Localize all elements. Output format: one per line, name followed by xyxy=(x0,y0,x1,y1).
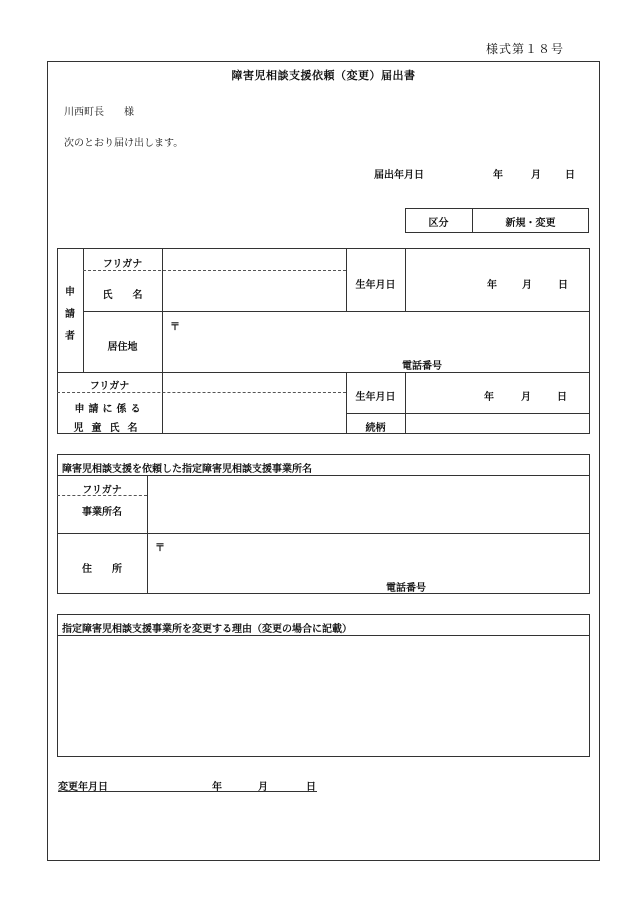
intro-text: 次のとおり届け出します。 xyxy=(64,138,184,149)
applicant-furigana-label: フリガナ xyxy=(102,259,143,270)
submit-date-label: 届出年月日 xyxy=(374,170,424,181)
category-value: 新規・変更 xyxy=(505,218,556,229)
child-section-line xyxy=(57,372,590,373)
office-header: 障害児相談支援を依頼した指定障害児相談支援事業所名 xyxy=(62,464,312,475)
office-header-line xyxy=(57,475,590,476)
applicant-address-label: 居住地 xyxy=(107,342,138,353)
child-label-line1: 申請に係る xyxy=(74,404,145,415)
submit-date-month: 月 xyxy=(531,170,541,181)
applicant-birth-year: 年 xyxy=(487,280,497,291)
child-birth-month: 月 xyxy=(521,392,531,403)
applicant-name-row-line xyxy=(83,311,590,312)
office-name-label: 事業所名 xyxy=(82,507,122,518)
office-address-line xyxy=(57,533,590,534)
office-postal-mark: 〒 xyxy=(155,543,165,554)
applicant-section-char-3: 者 xyxy=(65,331,75,342)
office-address-label: 住 所 xyxy=(82,564,122,575)
child-relation-line xyxy=(346,413,590,414)
office-phone-label: 電話番号 xyxy=(386,583,426,594)
applicant-name-label: 氏 名 xyxy=(102,290,143,301)
child-birth-day: 日 xyxy=(557,392,567,403)
applicant-section-char-1: 申 xyxy=(65,287,75,298)
applicant-phone-label: 電話番号 xyxy=(402,361,442,372)
change-date-month: 月 xyxy=(258,782,268,793)
child-furigana-label: フリガナ xyxy=(89,381,130,392)
reason-header: 指定障害児相談支援事業所を変更する理由（変更の場合に記載） xyxy=(62,624,352,635)
form-number: 様式第１８号 xyxy=(486,42,565,56)
submit-date-year: 年 xyxy=(493,170,503,181)
reason-header-line xyxy=(57,635,590,636)
applicant-furigana-line xyxy=(83,270,346,271)
child-furigana-line xyxy=(57,392,346,393)
change-date-day: 日 xyxy=(306,782,316,793)
applicant-birth-label: 生年月日 xyxy=(355,280,396,291)
change-date-underline xyxy=(58,791,317,792)
applicant-birth-day: 日 xyxy=(558,280,568,291)
addressee: 川西町長 様 xyxy=(64,107,134,118)
child-birth-label: 生年月日 xyxy=(355,392,396,403)
applicant-birth-month: 月 xyxy=(522,280,532,291)
label-column-divider xyxy=(162,248,163,434)
child-relation-label: 続柄 xyxy=(365,423,386,434)
birth-label-right xyxy=(405,248,406,311)
applicant-postal-mark: 〒 xyxy=(170,322,180,333)
child-label-line2: 児童氏名 xyxy=(73,423,146,434)
applicant-section-label xyxy=(57,282,83,348)
change-date-label: 変更年月日 xyxy=(58,782,108,793)
submit-date-day: 日 xyxy=(565,170,575,181)
child-birth-label-right xyxy=(405,372,406,434)
form-title: 障害児相談支援依頼（変更）届出書 xyxy=(231,69,416,82)
applicant-section-char-2: 請 xyxy=(65,309,75,320)
child-birth-year: 年 xyxy=(484,392,494,403)
change-date-year: 年 xyxy=(212,782,222,793)
office-label-divider xyxy=(147,475,148,594)
office-furigana-label: フリガナ xyxy=(82,485,122,496)
category-label: 区分 xyxy=(428,218,449,229)
